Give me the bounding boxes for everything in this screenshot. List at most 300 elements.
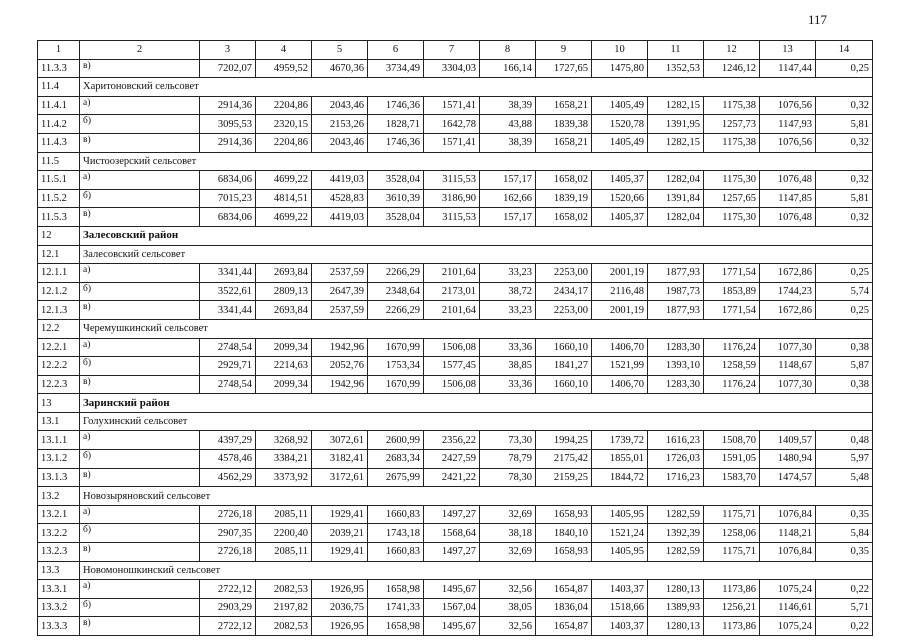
table-cell: 2266,29	[368, 264, 424, 283]
section-row	[38, 487, 873, 506]
row-code: 13.2.1	[38, 505, 80, 524]
table-cell: 2683,34	[368, 450, 424, 469]
row-variant: в)	[80, 59, 200, 78]
table-cell: 2266,29	[368, 301, 424, 320]
table-row	[38, 357, 873, 376]
table-cell: 1658,02	[536, 208, 592, 227]
row-variant: а)	[80, 580, 200, 599]
table-row	[38, 301, 873, 320]
table-cell: 1405,95	[592, 543, 648, 562]
table-row	[38, 505, 873, 524]
table-cell: 1567,04	[424, 598, 480, 617]
table-row	[38, 115, 873, 134]
table-cell: 1836,04	[536, 598, 592, 617]
table-cell: 2099,34	[256, 338, 312, 357]
section-row	[38, 319, 873, 338]
table-cell: 1771,54	[704, 301, 760, 320]
table-cell: 1497,27	[424, 505, 480, 524]
table-cell: 2036,75	[312, 598, 368, 617]
table-cell: 32,56	[480, 617, 536, 636]
table-cell: 2348,64	[368, 282, 424, 301]
row-variant: в)	[80, 543, 200, 562]
row-code: 11.4	[38, 78, 80, 97]
table-cell: 2153,26	[312, 115, 368, 134]
column-header: 10	[592, 41, 648, 60]
table-cell: 38,72	[480, 282, 536, 301]
table-row	[38, 208, 873, 227]
section-name: Чистоозерский сельсовет	[80, 152, 873, 171]
section-name: Черемушкинский сельсовет	[80, 319, 873, 338]
table-cell: 1520,66	[592, 189, 648, 208]
table-row	[38, 264, 873, 283]
table-cell: 4397,29	[200, 431, 256, 450]
table-cell: 3528,04	[368, 208, 424, 227]
table-cell: 2200,40	[256, 524, 312, 543]
table-cell: 4959,52	[256, 59, 312, 78]
tariff-table	[37, 40, 873, 636]
table-cell: 1571,41	[424, 96, 480, 115]
column-header: 13	[760, 41, 816, 60]
table-cell: 1591,05	[704, 450, 760, 469]
row-code: 13.1.1	[38, 431, 80, 450]
table-cell: 0,35	[816, 543, 873, 562]
section-name: Новозыряновский сельсовет	[80, 487, 873, 506]
table-cell: 2043,46	[312, 96, 368, 115]
table-cell: 1405,49	[592, 96, 648, 115]
row-variant: а)	[80, 96, 200, 115]
row-code: 12.2.2	[38, 357, 80, 376]
table-cell: 1929,41	[312, 543, 368, 562]
row-variant: а)	[80, 505, 200, 524]
table-cell: 1176,24	[704, 375, 760, 394]
row-variant: а)	[80, 431, 200, 450]
table-row	[38, 617, 873, 636]
row-code: 13	[38, 394, 80, 413]
table-cell: 1855,01	[592, 450, 648, 469]
table-cell: 7202,07	[200, 59, 256, 78]
section-name: Харитоновский сельсовет	[80, 78, 873, 97]
column-header: 1	[38, 41, 80, 60]
table-cell: 1406,70	[592, 375, 648, 394]
row-code: 11.4.2	[38, 115, 80, 134]
section-row	[38, 245, 873, 264]
table-cell: 1076,48	[760, 171, 816, 190]
row-variant: б)	[80, 598, 200, 617]
table-cell: 1654,87	[536, 580, 592, 599]
row-variant: в)	[80, 617, 200, 636]
table-cell: 43,88	[480, 115, 536, 134]
table-cell: 1987,73	[648, 282, 704, 301]
table-cell: 2726,18	[200, 543, 256, 562]
table-row	[38, 375, 873, 394]
table-cell: 4578,46	[200, 450, 256, 469]
table-cell: 1075,24	[760, 617, 816, 636]
table-cell: 1282,59	[648, 505, 704, 524]
column-header: 6	[368, 41, 424, 60]
table-cell: 2052,76	[312, 357, 368, 376]
table-cell: 1077,30	[760, 338, 816, 357]
row-code: 12.1	[38, 245, 80, 264]
row-variant: в)	[80, 208, 200, 227]
table-cell: 157,17	[480, 171, 536, 190]
table-cell: 2434,17	[536, 282, 592, 301]
table-cell: 1282,15	[648, 96, 704, 115]
table-row	[38, 96, 873, 115]
column-header: 7	[424, 41, 480, 60]
table-cell: 1583,70	[704, 468, 760, 487]
table-cell: 1521,24	[592, 524, 648, 543]
table-cell: 1148,67	[760, 357, 816, 376]
table-cell: 3115,53	[424, 171, 480, 190]
table-cell: 1877,93	[648, 264, 704, 283]
table-cell: 1994,25	[536, 431, 592, 450]
table-cell: 166,14	[480, 59, 536, 78]
table-cell: 1258,59	[704, 357, 760, 376]
district-row	[38, 394, 873, 413]
row-code: 13.2	[38, 487, 80, 506]
table-cell: 1282,59	[648, 543, 704, 562]
row-variant: в)	[80, 468, 200, 487]
table-cell: 2175,42	[536, 450, 592, 469]
row-variant: а)	[80, 171, 200, 190]
table-cell: 32,69	[480, 505, 536, 524]
table-cell: 0,32	[816, 208, 873, 227]
table-cell: 2903,29	[200, 598, 256, 617]
table-row	[38, 524, 873, 543]
table-cell: 157,17	[480, 208, 536, 227]
table-cell: 78,79	[480, 450, 536, 469]
row-code: 12.1.2	[38, 282, 80, 301]
row-variant: б)	[80, 357, 200, 376]
table-cell: 33,23	[480, 301, 536, 320]
row-variant: б)	[80, 524, 200, 543]
table-cell: 1474,57	[760, 468, 816, 487]
table-cell: 2537,59	[312, 264, 368, 283]
table-cell: 2101,64	[424, 264, 480, 283]
table-cell: 1670,99	[368, 375, 424, 394]
district-name: Заринский район	[80, 394, 873, 413]
row-code: 13.2.2	[38, 524, 80, 543]
table-cell: 3341,44	[200, 301, 256, 320]
table-row	[38, 468, 873, 487]
table-cell: 1283,30	[648, 375, 704, 394]
row-code: 12.1.3	[38, 301, 80, 320]
table-cell: 1147,44	[760, 59, 816, 78]
table-cell: 1497,27	[424, 543, 480, 562]
table-cell: 1658,93	[536, 505, 592, 524]
table-cell: 1877,93	[648, 301, 704, 320]
table-cell: 3115,53	[424, 208, 480, 227]
table-cell: 73,30	[480, 431, 536, 450]
table-cell: 3522,61	[200, 282, 256, 301]
table-cell: 5,74	[816, 282, 873, 301]
column-header: 5	[312, 41, 368, 60]
table-cell: 0,35	[816, 505, 873, 524]
row-variant: в)	[80, 375, 200, 394]
table-cell: 1660,10	[536, 338, 592, 357]
table-cell: 1616,23	[648, 431, 704, 450]
row-code: 12.2.1	[38, 338, 80, 357]
table-cell: 4419,03	[312, 208, 368, 227]
row-code: 12.2	[38, 319, 80, 338]
column-header: 14	[816, 41, 873, 60]
row-variant: в)	[80, 133, 200, 152]
table-cell: 1571,41	[424, 133, 480, 152]
table-cell: 3304,03	[424, 59, 480, 78]
table-cell: 4699,22	[256, 171, 312, 190]
table-cell: 3268,92	[256, 431, 312, 450]
table-cell: 33,23	[480, 264, 536, 283]
table-cell: 2907,35	[200, 524, 256, 543]
table-cell: 1405,37	[592, 171, 648, 190]
table-cell: 1658,98	[368, 580, 424, 599]
table-cell: 1506,08	[424, 375, 480, 394]
table-cell: 6834,06	[200, 208, 256, 227]
table-cell: 1282,04	[648, 208, 704, 227]
table-cell: 2600,99	[368, 431, 424, 450]
row-variant: а)	[80, 264, 200, 283]
table-cell: 1658,21	[536, 96, 592, 115]
table-cell: 32,56	[480, 580, 536, 599]
table-cell: 1929,41	[312, 505, 368, 524]
table-cell: 1577,45	[424, 357, 480, 376]
table-cell: 1771,54	[704, 264, 760, 283]
section-name: Залесовский сельсовет	[80, 245, 873, 264]
table-cell: 3528,04	[368, 171, 424, 190]
row-variant: а)	[80, 338, 200, 357]
table-cell: 1495,67	[424, 617, 480, 636]
table-cell: 2356,22	[424, 431, 480, 450]
table-cell: 1148,21	[760, 524, 816, 543]
row-code: 13.3.3	[38, 617, 80, 636]
row-code: 13.2.3	[38, 543, 80, 562]
table-cell: 1744,23	[760, 282, 816, 301]
table-cell: 7015,23	[200, 189, 256, 208]
column-header: 12	[704, 41, 760, 60]
table-cell: 1147,85	[760, 189, 816, 208]
table-cell: 2693,84	[256, 264, 312, 283]
table-row	[38, 598, 873, 617]
table-cell: 1393,10	[648, 357, 704, 376]
table-row	[38, 282, 873, 301]
table-cell: 1828,71	[368, 115, 424, 134]
row-code: 12.2.3	[38, 375, 80, 394]
table-cell: 2320,15	[256, 115, 312, 134]
table-cell: 0,22	[816, 580, 873, 599]
table-cell: 78,30	[480, 468, 536, 487]
table-cell: 1942,96	[312, 338, 368, 357]
table-cell: 4699,22	[256, 208, 312, 227]
table-cell: 2085,11	[256, 505, 312, 524]
table-cell: 2253,00	[536, 301, 592, 320]
table-cell: 1076,48	[760, 208, 816, 227]
table-cell: 4419,03	[312, 171, 368, 190]
table-cell: 1405,95	[592, 505, 648, 524]
table-cell: 1076,84	[760, 505, 816, 524]
table-cell: 1654,87	[536, 617, 592, 636]
column-header: 2	[80, 41, 200, 60]
row-code: 13.3.1	[38, 580, 80, 599]
table-cell: 1642,78	[424, 115, 480, 134]
district-name: Залесовский район	[80, 226, 873, 245]
table-cell: 1391,95	[648, 115, 704, 134]
table-cell: 0,48	[816, 431, 873, 450]
row-code: 11.3.3	[38, 59, 80, 78]
row-code: 11.5	[38, 152, 80, 171]
table-cell: 1672,86	[760, 301, 816, 320]
row-code: 12.1.1	[38, 264, 80, 283]
table-cell: 2085,11	[256, 543, 312, 562]
table-cell: 2101,64	[424, 301, 480, 320]
table-cell: 2204,86	[256, 96, 312, 115]
table-cell: 1352,53	[648, 59, 704, 78]
table-cell: 1746,36	[368, 133, 424, 152]
table-row	[38, 338, 873, 357]
table-cell: 1176,24	[704, 338, 760, 357]
table-cell: 2929,71	[200, 357, 256, 376]
table-cell: 0,32	[816, 96, 873, 115]
table-cell: 1175,71	[704, 505, 760, 524]
table-cell: 1175,38	[704, 133, 760, 152]
table-row	[38, 133, 873, 152]
table-cell: 1175,30	[704, 208, 760, 227]
table-cell: 0,32	[816, 133, 873, 152]
table-cell: 2039,21	[312, 524, 368, 543]
table-cell: 1672,86	[760, 264, 816, 283]
table-cell: 2427,59	[424, 450, 480, 469]
table-cell: 1480,94	[760, 450, 816, 469]
table-cell: 5,81	[816, 189, 873, 208]
row-code: 13.3.2	[38, 598, 80, 617]
table-cell: 4528,83	[312, 189, 368, 208]
row-variant: б)	[80, 450, 200, 469]
table-cell: 3172,61	[312, 468, 368, 487]
table-cell: 1403,37	[592, 580, 648, 599]
table-cell: 5,97	[816, 450, 873, 469]
table-row	[38, 543, 873, 562]
row-code: 13.1	[38, 412, 80, 431]
table-row	[38, 580, 873, 599]
table-cell: 0,25	[816, 301, 873, 320]
table-cell: 1841,27	[536, 357, 592, 376]
table-cell: 2722,12	[200, 617, 256, 636]
table-cell: 3095,53	[200, 115, 256, 134]
table-cell: 1391,84	[648, 189, 704, 208]
row-code: 13.3	[38, 561, 80, 580]
table-cell: 1568,64	[424, 524, 480, 543]
table-cell: 1257,73	[704, 115, 760, 134]
table-cell: 1506,08	[424, 338, 480, 357]
table-cell: 5,84	[816, 524, 873, 543]
section-row	[38, 78, 873, 97]
table-cell: 1475,80	[592, 59, 648, 78]
table-cell: 1405,37	[592, 208, 648, 227]
table-cell: 2204,86	[256, 133, 312, 152]
table-cell: 1146,61	[760, 598, 816, 617]
table-cell: 2914,36	[200, 96, 256, 115]
table-cell: 38,85	[480, 357, 536, 376]
table-cell: 1839,19	[536, 189, 592, 208]
table-cell: 0,25	[816, 264, 873, 283]
row-code: 11.5.3	[38, 208, 80, 227]
table-cell: 32,69	[480, 543, 536, 562]
table-cell: 2693,84	[256, 301, 312, 320]
row-code: 11.4.1	[38, 96, 80, 115]
table-cell: 1743,18	[368, 524, 424, 543]
section-name: Голухинский сельсовет	[80, 412, 873, 431]
table-cell: 3373,92	[256, 468, 312, 487]
table-cell: 1660,10	[536, 375, 592, 394]
table-cell: 2726,18	[200, 505, 256, 524]
table-row	[38, 450, 873, 469]
table-cell: 1282,15	[648, 133, 704, 152]
column-header: 8	[480, 41, 536, 60]
table-cell: 1753,34	[368, 357, 424, 376]
row-code: 11.5.1	[38, 171, 80, 190]
table-cell: 2748,54	[200, 375, 256, 394]
row-code: 13.1.2	[38, 450, 80, 469]
table-cell: 1076,84	[760, 543, 816, 562]
table-cell: 3384,21	[256, 450, 312, 469]
table-cell: 3182,41	[312, 450, 368, 469]
table-cell: 1746,36	[368, 96, 424, 115]
table-cell: 5,71	[816, 598, 873, 617]
row-variant: б)	[80, 115, 200, 134]
district-row	[38, 226, 873, 245]
table-cell: 1283,30	[648, 338, 704, 357]
table-cell: 1392,39	[648, 524, 704, 543]
table-cell: 1660,83	[368, 505, 424, 524]
table-cell: 3072,61	[312, 431, 368, 450]
table-row	[38, 189, 873, 208]
table-cell: 1389,93	[648, 598, 704, 617]
table-cell: 5,81	[816, 115, 873, 134]
table-cell: 1942,96	[312, 375, 368, 394]
table-cell: 1173,86	[704, 580, 760, 599]
header-row	[38, 41, 873, 60]
table-cell: 1077,30	[760, 375, 816, 394]
table-cell: 1075,24	[760, 580, 816, 599]
table-cell: 2722,12	[200, 580, 256, 599]
row-variant: б)	[80, 189, 200, 208]
table-cell: 5,48	[816, 468, 873, 487]
table-cell: 1658,93	[536, 543, 592, 562]
table-cell: 2809,13	[256, 282, 312, 301]
table-cell: 1175,38	[704, 96, 760, 115]
table-cell: 1670,99	[368, 338, 424, 357]
section-name: Новомоношкинский сельсовет	[80, 561, 873, 580]
table-cell: 1175,71	[704, 543, 760, 562]
table-cell: 0,25	[816, 59, 873, 78]
table-cell: 3734,49	[368, 59, 424, 78]
section-row	[38, 412, 873, 431]
table-cell: 1726,03	[648, 450, 704, 469]
table-cell: 0,32	[816, 171, 873, 190]
table-cell: 1405,49	[592, 133, 648, 152]
table-cell: 1076,56	[760, 133, 816, 152]
table-row	[38, 431, 873, 450]
column-header: 4	[256, 41, 312, 60]
table-cell: 1173,86	[704, 617, 760, 636]
row-variant: б)	[80, 282, 200, 301]
column-header: 3	[200, 41, 256, 60]
page-number: 117	[808, 12, 828, 27]
column-header: 9	[536, 41, 592, 60]
section-row	[38, 561, 873, 580]
table-cell: 1840,10	[536, 524, 592, 543]
table-cell: 1175,30	[704, 171, 760, 190]
table-cell: 2099,34	[256, 375, 312, 394]
